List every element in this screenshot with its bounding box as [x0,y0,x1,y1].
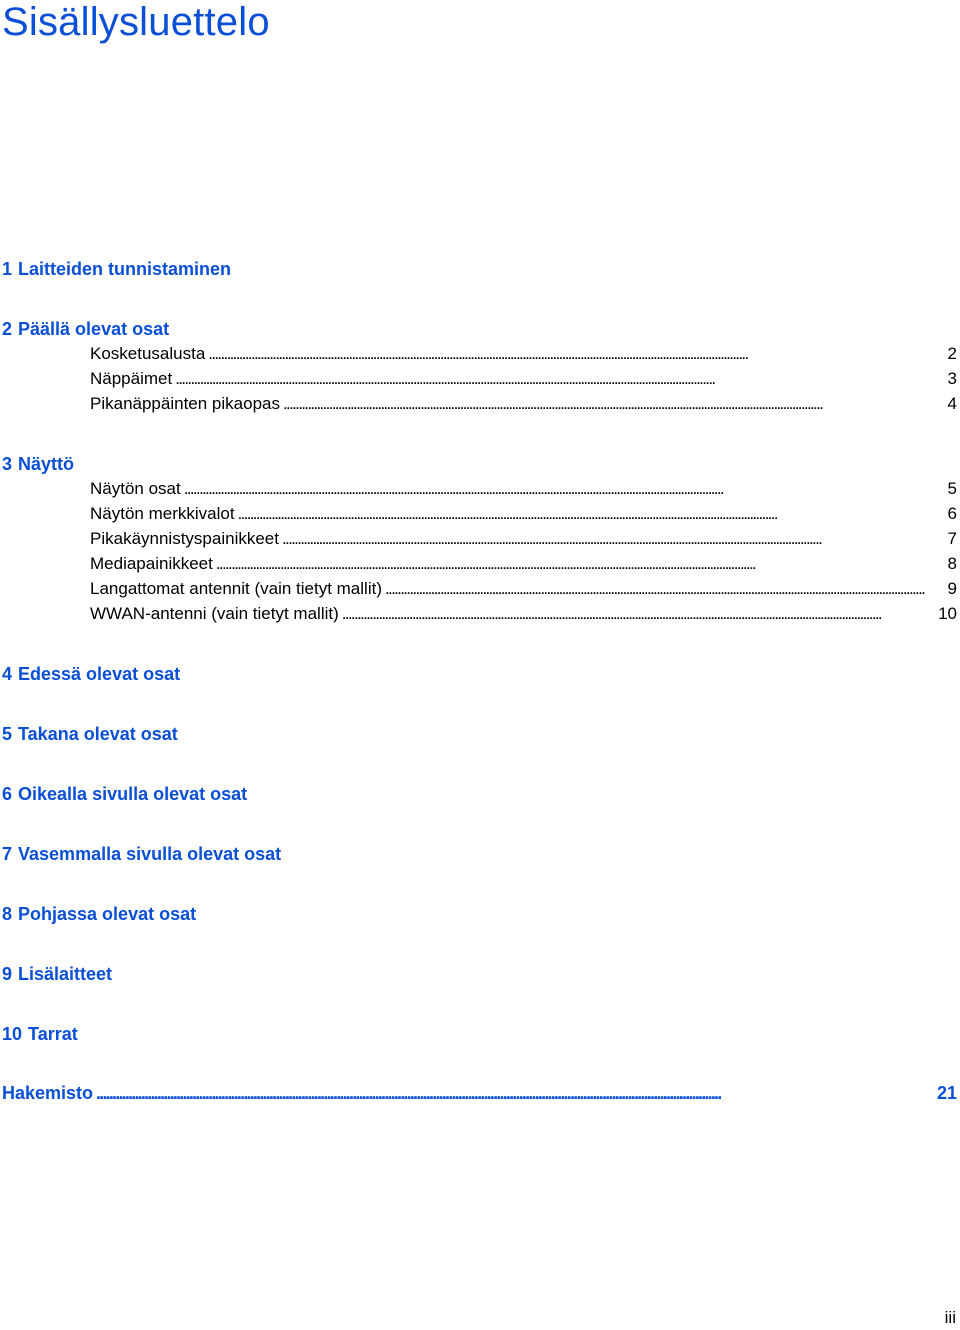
toc-entry[interactable] [90,552,957,576]
page-title: Sisällysluettelo [2,0,270,44]
chapter-title: Laitteiden tunnistaminen [18,259,232,279]
chapter-number: 5 [2,724,13,744]
entry-page: 4 [947,394,957,413]
entry-page: 2 [947,344,957,363]
chapter-number: 2 [2,319,13,339]
toc-entry[interactable] [90,342,957,366]
toc-entry[interactable] [90,477,957,501]
chapter-title: Lisälaitteet [18,964,113,984]
entry-page: 8 [947,554,957,573]
chapter-title: Vasemmalla sivulla olevat osat [18,844,282,864]
toc-chapter-8[interactable] [2,902,196,926]
entry-title: Näytön osat [90,479,181,498]
toc-index[interactable] [2,1081,957,1105]
entry-page: 6 [947,504,957,523]
dot-leader [216,552,945,576]
dot-leader [283,392,945,416]
entry-title: Näytön merkkivalot [90,504,235,523]
toc-chapter-6[interactable] [2,782,247,806]
chapter-number: 4 [2,664,13,684]
toc-chapter-1[interactable] [2,257,231,281]
chapter-number: 3 [2,454,13,474]
entry-page: 3 [947,369,957,388]
entry-title: Näppäimet [90,369,173,388]
toc-entry[interactable] [90,392,957,416]
chapter-number: 8 [2,904,13,924]
toc-chapter-4[interactable] [2,662,180,686]
toc-chapter-2[interactable] [2,317,169,341]
chapter-number: 9 [2,964,13,984]
toc-entry[interactable] [90,602,957,626]
dot-leader [175,367,944,391]
toc-entry[interactable] [90,502,957,526]
chapter-title: Päällä olevat osat [18,319,170,339]
dot-leader [385,577,945,601]
entry-title: Pikanäppäinten pikaopas [90,394,280,413]
toc-chapter-5[interactable] [2,722,178,746]
dot-leader [184,477,945,501]
chapter-number: 6 [2,784,13,804]
toc-entry[interactable] [90,527,957,551]
toc-chapter-10[interactable] [2,1022,78,1046]
chapter-title: Näyttö [18,454,75,474]
entry-page: 9 [947,579,957,598]
dot-leader [342,602,935,626]
dot-leader [96,1081,934,1105]
toc-chapter-9[interactable] [2,962,112,986]
dot-leader [238,502,945,526]
entry-page: 10 [938,604,957,623]
page-number: iii [944,1308,956,1327]
entry-title: WWAN-antenni (vain tietyt mallit) [90,604,339,623]
toc-entry[interactable] [90,367,957,391]
index-title: Hakemisto [2,1083,94,1103]
entry-title: Kosketusalusta [90,344,206,363]
chapter-number: 7 [2,844,13,864]
toc-entry[interactable] [90,577,957,601]
entry-title: Pikakäynnistyspainikkeet [90,529,279,548]
chapter-title: Edessä olevat osat [18,664,181,684]
dot-leader [208,342,944,366]
chapter-title: Oikealla sivulla olevat osat [18,784,248,804]
chapter-title: Tarrat [28,1024,78,1044]
chapter-number: 10 [2,1024,23,1044]
chapter-number: 1 [2,259,13,279]
chapter-title: Pohjassa olevat osat [18,904,197,924]
toc-chapter-7[interactable] [2,842,281,866]
index-page: 21 [936,1083,957,1103]
chapter-title: Takana olevat osat [18,724,178,744]
entry-title: Mediapainikkeet [90,554,213,573]
entry-title: Langattomat antennit (vain tietyt mallit) [90,579,382,598]
toc-chapter-3[interactable] [2,452,74,476]
entry-page: 5 [947,479,957,498]
dot-leader [282,527,945,551]
entry-page: 7 [947,529,957,548]
